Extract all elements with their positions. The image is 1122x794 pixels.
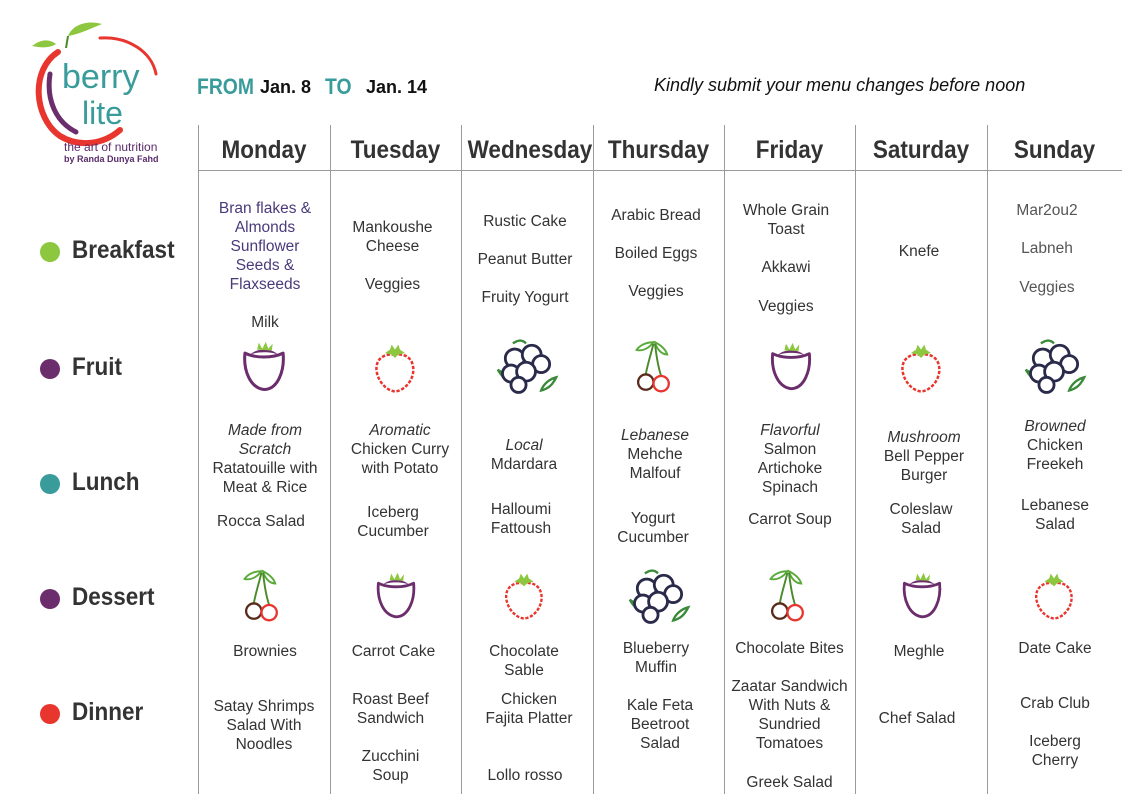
- dinner-item: Fajita Platter: [485, 710, 573, 727]
- lunch-tag: Local: [505, 437, 543, 454]
- day-header-thursday: Thursday: [607, 136, 710, 164]
- cherry-icon: [240, 562, 286, 628]
- lunch-side-item: Iceberg: [367, 504, 419, 521]
- cell-sunday-dinner-side: [990, 732, 1120, 770]
- dinner-item: Roast Beef: [352, 691, 429, 708]
- logo-tagline: the art of nutrition: [64, 140, 158, 154]
- lunch-side-item: Salad: [901, 520, 941, 537]
- cell-sunday-dinner: [990, 694, 1120, 713]
- lunch-item: Meat & Rice: [222, 479, 308, 496]
- lunch-tag: Mushroom: [887, 429, 961, 446]
- cell-monday-breakfast: [200, 199, 330, 294]
- dinner-item: With Nuts &: [748, 697, 831, 714]
- cell-thursday-lunch-side: [588, 509, 718, 547]
- lunch-item: with Potato: [361, 460, 439, 477]
- breakfast-item: Veggies: [758, 298, 814, 315]
- lunch-side-item: Carrot Soup: [748, 511, 832, 528]
- plum-icon: [766, 338, 816, 396]
- logo-byline: by Randa Dunya Fahd: [64, 154, 159, 164]
- breakfast-item: Almonds: [234, 219, 296, 236]
- breakfast-item: Fruity Yogurt: [481, 289, 569, 306]
- lunch-dot: [40, 474, 60, 494]
- from-label: FROM: [197, 74, 254, 99]
- day-header-monday: Monday: [221, 136, 307, 164]
- dessert-item: Muffin: [635, 659, 677, 676]
- cell-saturday-lunch: [859, 428, 989, 485]
- column-divider: [855, 125, 856, 794]
- submission-note: Kindly submit your menu changes before noon: [654, 75, 1026, 95]
- breakfast-item: Boiled Eggs: [614, 245, 698, 262]
- dinner-item: Noodles: [235, 736, 293, 753]
- cell-wednesday-dessert: [459, 642, 589, 680]
- lunch-side-item: Cucumber: [357, 523, 429, 540]
- blueberry-icon: [494, 334, 560, 398]
- day-header-saturday: Saturday: [872, 136, 970, 164]
- cell-wednesday-lunch-side: [456, 500, 586, 538]
- cell-friday-lunch-side: [725, 510, 855, 529]
- to-date: Jan. 14: [366, 77, 428, 97]
- cell-sunday-lunch-side: [990, 496, 1120, 534]
- breakfast-item: Rustic Cake: [483, 213, 567, 230]
- cell-monday-lunch: [200, 421, 330, 497]
- breakfast-item: Veggies: [1019, 279, 1075, 296]
- plum-icon: [372, 568, 420, 624]
- breakfast-item: Seeds &: [235, 257, 295, 274]
- dinner-item: Kale Feta: [626, 697, 694, 714]
- cell-friday-dinner-side: [724, 773, 855, 792]
- cell-sunday-breakfast: [982, 201, 1112, 297]
- lunch-tag: Browned: [1024, 418, 1086, 435]
- lunch-side-item: Fattoush: [490, 520, 552, 537]
- lunch-item: Mehche: [627, 446, 683, 463]
- row-text: Breakfast: [72, 236, 175, 264]
- lunch-item: Chicken Curry: [350, 441, 450, 458]
- svg-text:berry: berry: [62, 58, 140, 96]
- cell-monday-dinner: [198, 697, 330, 754]
- dessert-item: Carrot Cake: [351, 643, 436, 660]
- dinner-side-item: Soup: [372, 767, 409, 784]
- cell-thursday-dessert: [591, 639, 721, 677]
- cell-tuesday-lunch: [335, 421, 465, 478]
- cell-sunday-dessert: [990, 639, 1120, 658]
- dinner-side-item: Lollo rosso: [487, 767, 563, 784]
- breakfast-item: Labneh: [1021, 240, 1073, 257]
- lunch-tag: Lebanese: [620, 427, 690, 444]
- cherry-icon: [632, 332, 678, 400]
- lunch-side-item: Lebanese: [1020, 497, 1090, 514]
- lunch-item: Malfouf: [629, 465, 681, 482]
- cell-monday-breakfast-extra: [200, 313, 330, 332]
- cell-friday-breakfast: [721, 201, 851, 316]
- lunch-item: Bell Pepper: [883, 448, 965, 465]
- breakfast-item: Sunflower: [230, 238, 300, 255]
- cell-thursday-dinner: [595, 696, 725, 753]
- breakfast-item: Veggies: [364, 276, 421, 293]
- dessert-item: Chocolate: [489, 643, 559, 660]
- cell-tuesday-dinner: [327, 690, 454, 728]
- dessert-item: Meghle: [893, 643, 945, 660]
- svg-text:lite: lite: [82, 95, 123, 131]
- cell-tuesday-breakfast: [327, 218, 458, 294]
- cell-saturday-dessert: [855, 642, 983, 661]
- cell-tuesday-lunch-side: [328, 503, 458, 541]
- lunch-item: Freekeh: [1026, 456, 1084, 473]
- strawberry-icon: [1030, 568, 1078, 624]
- dinner-item: Sundried: [758, 716, 821, 733]
- cell-friday-lunch: [725, 421, 855, 497]
- lunch-side-item: Yogurt: [630, 510, 676, 527]
- lunch-side-item: Cucumber: [617, 529, 689, 546]
- lunch-item: Ratatouille with: [212, 460, 318, 477]
- row-text: Fruit: [72, 353, 122, 381]
- cell-wednesday-lunch: [459, 436, 589, 474]
- dinner-item: Crab Club: [1020, 695, 1090, 712]
- dinner-side-item: Iceberg: [1029, 733, 1081, 750]
- lunch-side-item: Salad: [1035, 516, 1075, 533]
- lunch-item: Chicken: [1027, 437, 1083, 454]
- breakfast-item: Peanut Butter: [477, 251, 573, 268]
- dessert-item: Brownies: [233, 643, 297, 660]
- fruit-dot: [40, 359, 60, 379]
- breakfast-item: Cheese: [365, 238, 420, 255]
- breakfast-item: Flaxseeds: [229, 276, 301, 293]
- day-header-friday: Friday: [755, 136, 824, 164]
- dinner-item: Salad: [640, 735, 680, 752]
- breakfast-item: Toast: [767, 221, 805, 238]
- dinner-item: Salad With: [226, 717, 302, 734]
- dinner-item: Tomatoes: [755, 735, 824, 752]
- dinner-item: Beetroot: [630, 716, 690, 733]
- cell-wednesday-dinner-side: [461, 766, 589, 785]
- dessert-dot: [40, 589, 60, 609]
- dinner-side-item: Cherry: [1031, 752, 1079, 769]
- dessert-item: Chocolate Bites: [735, 640, 844, 657]
- dinner-item: Zaatar Sandwich: [731, 678, 848, 695]
- dinner-side-item: Zucchini: [361, 748, 420, 765]
- from-date: Jan. 8: [260, 77, 312, 97]
- lunch-item: Spinach: [761, 479, 818, 496]
- cell-monday-dessert: [200, 642, 330, 661]
- lunch-side-item: Coleslaw: [889, 501, 953, 518]
- breakfast-item: Arabic Bread: [611, 207, 701, 224]
- row-text: Lunch: [72, 468, 140, 496]
- cell-friday-dinner: [724, 677, 855, 753]
- day-header-sunday: Sunday: [1013, 136, 1096, 164]
- cell-sunday-lunch: [990, 417, 1120, 474]
- strawberry-icon: [896, 340, 946, 396]
- dessert-item: Blueberry: [622, 640, 690, 657]
- cell-saturday-dinner: [853, 709, 981, 728]
- lunch-item: Salmon: [763, 441, 817, 458]
- lunch-tag: Aromatic: [369, 422, 431, 439]
- dinner-item: Chef Salad: [878, 710, 956, 727]
- breakfast-item: Knefe: [898, 243, 940, 260]
- day-header-tuesday: Tuesday: [350, 136, 441, 164]
- dinner-item: Sandwich: [356, 710, 425, 727]
- lunch-side-item: Halloumi: [490, 501, 552, 518]
- breakfast-item: Mar2ou2: [1016, 202, 1078, 219]
- strawberry-icon: [370, 340, 420, 396]
- breakfast-item: Milk: [251, 314, 279, 331]
- day-header-wednesday: Wednesday: [467, 136, 593, 164]
- to-label: TO: [325, 74, 352, 99]
- cell-saturday-breakfast: [855, 242, 983, 261]
- lunch-side-item: Rocca Salad: [217, 513, 305, 530]
- cell-wednesday-dinner: [465, 690, 593, 728]
- breakfast-dot: [40, 242, 60, 262]
- dinner-item: Chicken: [501, 691, 557, 708]
- lunch-tag: Flavorful: [760, 422, 820, 439]
- plum-icon: [238, 338, 290, 396]
- dinner-dot: [40, 704, 60, 724]
- breakfast-item: Mankoushe: [352, 219, 433, 236]
- strawberry-icon: [500, 568, 548, 624]
- lunch-item: Mdardara: [490, 456, 558, 473]
- cell-tuesday-dessert: [330, 642, 457, 661]
- plum-icon: [898, 568, 946, 624]
- breakfast-item: Akkawi: [761, 259, 811, 276]
- dinner-item: Satay Shrimps: [213, 698, 315, 715]
- cell-thursday-breakfast: [592, 206, 720, 301]
- lunch-item: Artichoke: [757, 460, 823, 477]
- row-text: Dessert: [72, 583, 155, 611]
- cell-wednesday-breakfast: [461, 212, 589, 307]
- cell-friday-dessert: [724, 639, 855, 658]
- blueberry-icon: [626, 564, 692, 628]
- column-divider: [198, 125, 199, 794]
- cell-thursday-lunch: [590, 426, 720, 483]
- breakfast-item: Veggies: [628, 283, 684, 300]
- cell-saturday-lunch-side: [856, 500, 986, 538]
- blueberry-icon: [1022, 334, 1088, 398]
- breakfast-item: Bran flakes &: [218, 200, 312, 217]
- cell-monday-lunch-side: [196, 512, 326, 531]
- lunch-item: Burger: [900, 467, 948, 484]
- header-divider: [198, 170, 1122, 171]
- dessert-item: Date Cake: [1018, 640, 1092, 657]
- breakfast-item: Whole Grain: [742, 202, 830, 219]
- cell-tuesday-dinner-side: [327, 747, 454, 785]
- dinner-side-item: Greek Salad: [746, 774, 833, 791]
- cherry-icon: [766, 562, 812, 628]
- row-text: Dinner: [72, 698, 144, 726]
- dessert-item: Sable: [504, 662, 544, 679]
- lunch-tag: Made from Scratch: [227, 422, 303, 458]
